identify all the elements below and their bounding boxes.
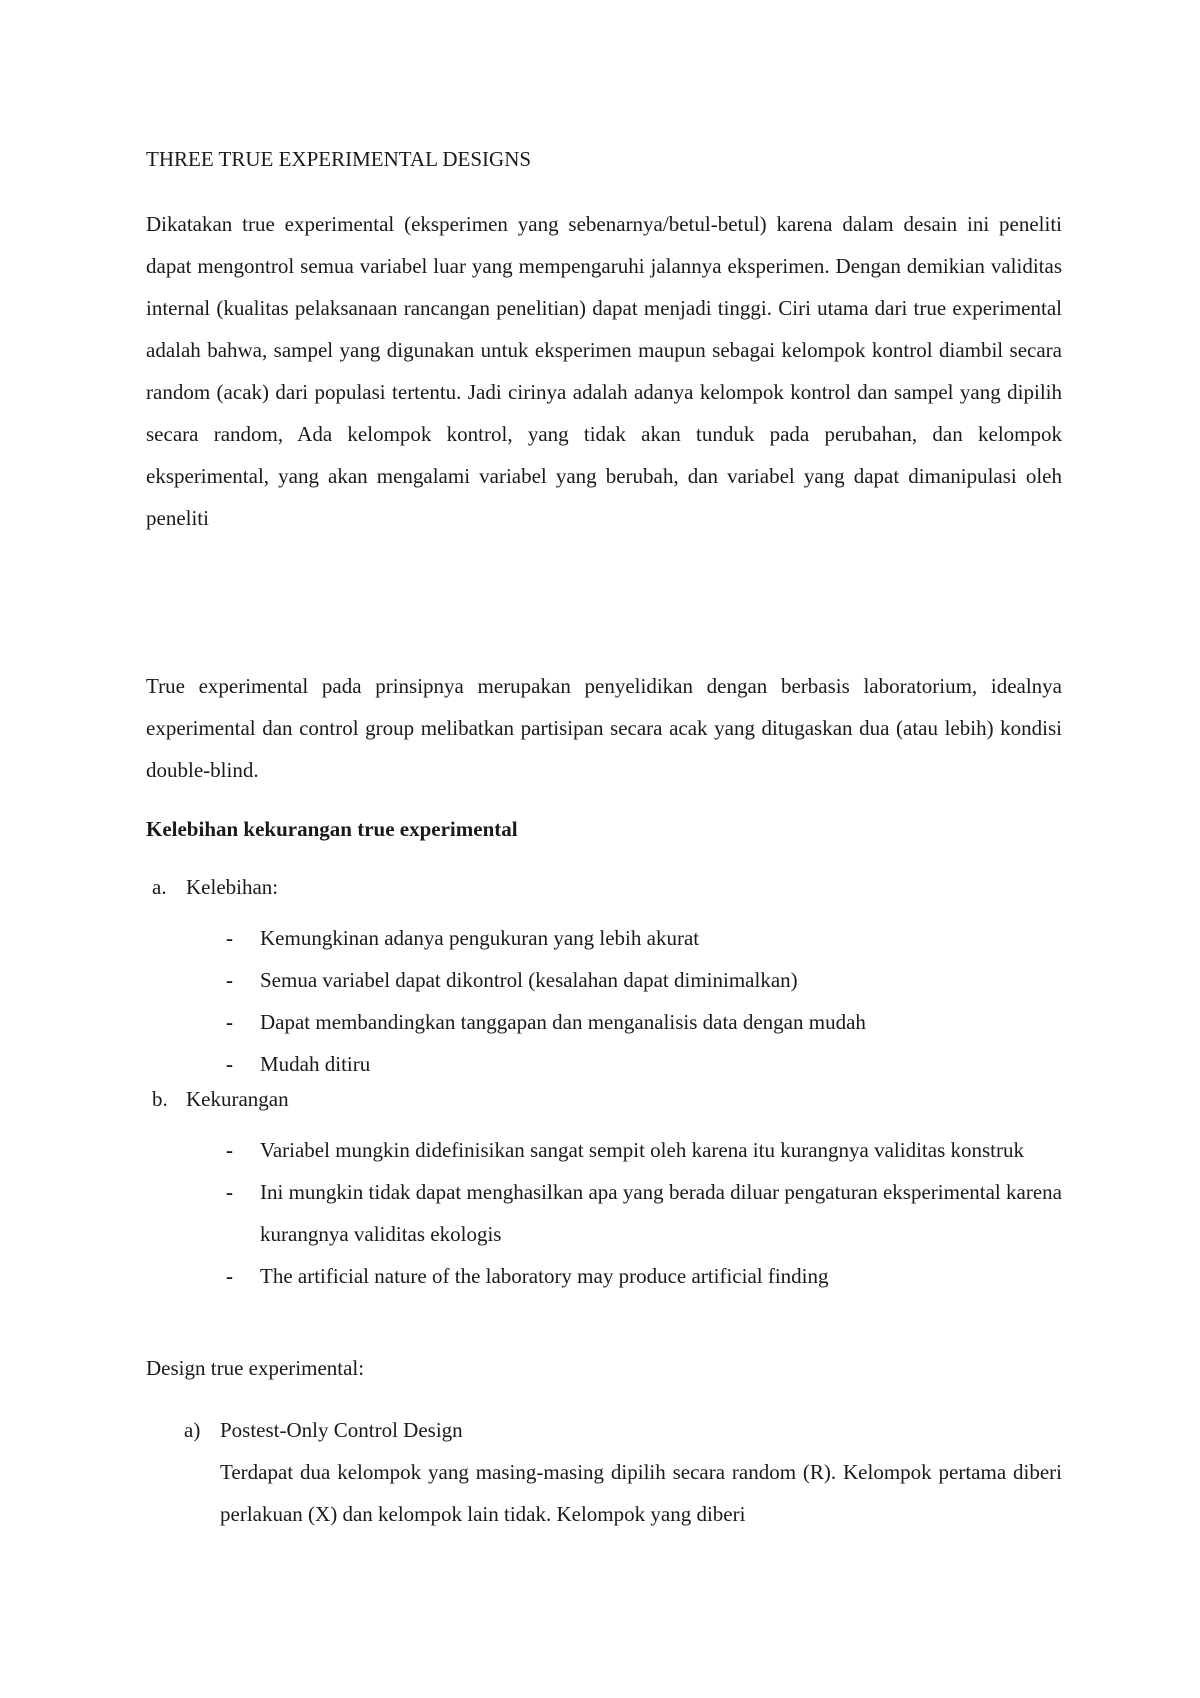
intro-paragraph: Dikatakan true experimental (eksperimen yang sebenarnya/betul-betul) karena dalam desain ini peneliti dapat mengontrol semua variabel luar yang mempengaruhi jalannya eksperimen. Dengan demikian validitas internal (kualitas pelaksanaan rancangan penelitian) dapat menjadi tinggi. Ciri utama dari true experimental adalah bahwa, sampel yang digunakan untuk eksperimen maupun sebagai kelompok kontrol diambil secara random (acak) dari populasi tertentu. Jadi cirinya adalah adanya kelompok kontrol dan sampel yang dipilih secara random, Ada kelompok kontrol, yang tidak akan tunduk pada perubahan, dan kelompok eksperimental, yang akan mengalami variabel yang berubah, dan variabel yang dapat dimanipulasi oleh peneliti [146,212,1062,530]
list-item [146,1171,1062,1255]
list-item-text: Kemungkinan adanya pengukuran yang lebih akurat [260,926,700,950]
section-heading: Kelebihan kekurangan true experimental [146,817,518,841]
list-item [146,1043,1062,1085]
dash-bullet: - [226,926,233,950]
list-item-text: Semua variabel dapat dikontrol (kesalahan dapat diminimalkan) [260,968,798,992]
dash-bullet: - [226,1264,233,1288]
list-item [146,1001,1062,1043]
list-marker-a: a. [152,875,167,899]
list-item-text: Variabel mungkin didefinisikan sangat sempit oleh karena itu kurangnya validitas konstruk [260,1138,1024,1162]
list-marker-b: b. [152,1087,168,1111]
list-item-text: The artificial nature of the laboratory may produce artificial finding [260,1264,829,1288]
design-a-text: Terdapat dua kelompok yang masing-masing dipilih secara random (R). Kelompok pertama diberi perlakuan (X) dan kelompok lain tidak. Kelompok yang diberi [220,1460,1062,1526]
list-marker-design-a: a) [184,1418,201,1442]
list-item [146,917,1062,959]
list-item-text: Dapat membandingkan tanggapan dan menganalisis data dengan mudah [260,1010,866,1034]
list-label-kekurangan: Kekurangan [186,1087,289,1111]
list-item-text: Ini mungkin tidak dapat menghasilkan apa yang berada diluar pengaturan eksperimental karena kurangnya validitas ekologis [260,1180,1062,1246]
design-intro: Design true experimental: [146,1356,365,1380]
kelebihan-items [146,917,1062,1085]
document-title: THREE TRUE EXPERIMENTAL DESIGNS [146,147,532,171]
design-a-label: Postest-Only Control Design [220,1418,463,1442]
dash-bullet: - [226,1180,233,1204]
list-item-text: Mudah ditiru [260,1052,371,1076]
list-item [146,1255,1062,1297]
second-paragraph: True experimental pada prinsipnya merupakan penyelidikan dengan berbasis laboratorium, idealnya experimental dan control group melibatkan partisipan secara acak yang ditugaskan dua (atau lebih) kondisi double-blind. [146,674,1062,782]
list-item [146,1129,1062,1171]
dash-bullet: - [226,1010,233,1034]
list-label-kelebihan: Kelebihan: [186,875,279,899]
dash-bullet: - [226,968,233,992]
dash-bullet: - [226,1052,233,1076]
kekurangan-items [146,1129,1062,1297]
dash-bullet: - [226,1138,233,1162]
list-item [146,959,1062,1001]
